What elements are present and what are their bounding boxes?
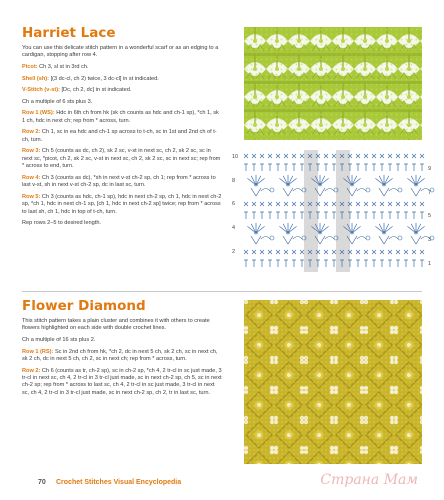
hdc-stitch-symbol (420, 212, 424, 219)
row-number-right: 9 (428, 166, 432, 172)
sc-stitch-symbol (276, 202, 280, 206)
sc-stitch-symbol (396, 250, 400, 254)
sc-stitch-symbol (388, 250, 392, 254)
harriet-lace-swatch-photo (244, 27, 422, 140)
harriet-row-4: Row 4: Ch 3 (counts as dc), *sh in next v-st ch-2 sp, ch 1; rep from * across to last v-st, sh in next v-st ch-2 sp, dc in last sc, turn. (22, 174, 216, 189)
sc-stitch-symbol (284, 154, 288, 158)
picot-symbol (270, 236, 274, 240)
hdc-stitch-symbol (356, 164, 360, 171)
shell-stitch-symbol (256, 176, 261, 185)
section-title-flower-diamond: Flower Diamond (22, 298, 146, 314)
picot-symbol (366, 188, 370, 192)
v-stitch-symbol (411, 188, 421, 196)
vstitch-definition: V-Stitch (v-st): [Dc, ch 2, dc] in st indicated. (22, 87, 132, 94)
flower-row-2: Row 2: Ch 6 (counts as tr, ch-2 sp), sc in ch-2 sp, *ch 4, 2 tr-cl in sc just made, 3 tr-cl in next sc, ch 4, 2 tr-cl in 3 tr-cl just made, sc in next ch-2 sp, ch 5, sc in next ch-2 sp; rep from * across to last sc, ch 4, 2 tr-cl in sc just made, 3 tr-cl in next sc, ch 4, 2 tr-cl in 3 tr-cl just made, sc in next ch-2 sp, ch 2, tr in last sc, turn. (22, 367, 222, 396)
shell-stitch-symbol (384, 224, 389, 233)
sc-stitch-symbol (300, 202, 304, 206)
sc-stitch-symbol (284, 250, 288, 254)
hdc-stitch-symbol (332, 164, 336, 171)
hdc-stitch-symbol (356, 260, 360, 267)
shell-stitch-symbol (416, 178, 425, 185)
shell-stitch-symbol (288, 224, 293, 233)
chain-space-symbol (389, 237, 398, 240)
sc-stitch-symbol (332, 250, 336, 254)
flower-row-1: Row 1 (RS): Sc in 2nd ch from hk, *ch 2, dc in next 5 ch, sk 2 ch, sc in next ch, sk 2 ch, dc in next 5 ch, ch 2, sc in next ch; rep from * across, turn. (22, 348, 218, 362)
row-numbers-right (428, 166, 431, 267)
hdc-stitch-symbol (284, 260, 288, 267)
harriet-intro: You can use this delicate stitch pattern in a wonderful scarf or as an edging to a cardigan, stopping after row 4. (22, 45, 219, 59)
hdc-stitch-symbol (356, 212, 360, 219)
hdc-stitch-symbol (396, 164, 400, 171)
row-numbers-left (232, 154, 238, 255)
shell-stitch-symbol (288, 178, 297, 185)
sc-stitch-symbol (284, 202, 288, 206)
hdc-stitch-symbol (380, 212, 384, 219)
harriet-row-3: Row 3: Ch 5 (counts as dc, ch 2), sk 2 sc, v-st in next sc, ch 2, sk 2 sc, sc in next sc, *picot, ch 2, sk 2 sc, v-st in next sc, ch 2, sk 2 sc, sc in next sc; rep from * across to end, turn. (22, 148, 221, 170)
sc-stitch-symbol (252, 250, 256, 254)
chain-space-symbol (357, 237, 366, 240)
flower-diamond-swatch-photo (244, 300, 422, 464)
sc-stitch-symbol (268, 154, 272, 158)
shell-stitch-symbol (320, 178, 329, 185)
sc-stitch-symbol (388, 154, 392, 158)
shell-stitch-symbol (256, 226, 265, 233)
shell-stitch-symbol (379, 224, 384, 233)
chain-space-symbol (261, 237, 270, 240)
sc-stitch-symbol (300, 154, 304, 158)
shell-stitch-symbol (279, 178, 288, 185)
hdc-stitch-symbol (252, 260, 256, 267)
shell-stitch-symbol (384, 176, 389, 185)
v-stitch-symbol (283, 188, 293, 196)
hdc-stitch-symbol (292, 260, 296, 267)
harriet-row-5: Row 5: Ch 3 (counts as hdc, ch-1 sp), hdc in next ch-2 sp, ch 1, hdc in next ch-2 sp, *ch 1, hdc in next ch-1 sp, [ch 1, hdc in next ch-2 sp] twice; rep from * across to last sh, ch 1, hdc in top of t-ch, turn. (22, 193, 222, 215)
sc-stitch-symbol (332, 202, 336, 206)
shell-stitch-symbol (247, 178, 256, 185)
shell-stitch-symbol (283, 176, 288, 185)
sc-stitch-symbol (332, 154, 336, 158)
hdc-stitch-symbol (412, 212, 416, 219)
hdc-stitch-symbol (412, 260, 416, 267)
v-stitch-symbol (411, 236, 421, 244)
shell-definition: Shell (sh): [(3 dc-cl, ch 2) twice, 3 dc-cl] in st indicated. (22, 75, 159, 82)
hdc-stitch-symbol (404, 260, 408, 267)
hdc-stitch-symbol (332, 212, 336, 219)
shell-stitch-symbol (407, 178, 416, 185)
shell-stitch-symbol (411, 176, 416, 185)
sc-stitch-symbol (380, 250, 384, 254)
hdc-stitch-symbol (372, 164, 376, 171)
hdc-stitch-symbol (284, 164, 288, 171)
hdc-stitch-symbol (332, 260, 336, 267)
shell-stitch-symbol (247, 226, 256, 233)
sc-stitch-symbol (372, 250, 376, 254)
sc-stitch-symbol (356, 202, 360, 206)
picot-symbol (398, 188, 402, 192)
sc-stitch-symbol (244, 250, 248, 254)
shell-stitch-symbol (416, 226, 425, 233)
sc-stitch-symbol (412, 250, 416, 254)
sc-stitch-symbol (364, 250, 368, 254)
hdc-stitch-symbol (324, 164, 328, 171)
sc-stitch-symbol (364, 154, 368, 158)
chain-space-symbol (357, 189, 366, 192)
hdc-stitch-symbol (364, 260, 368, 267)
row-number-left: 4 (232, 225, 236, 231)
hdc-stitch-symbol (404, 212, 408, 219)
picot-symbol (366, 236, 370, 240)
shell-stitch-symbol (352, 224, 357, 233)
hdc-stitch-symbol (292, 212, 296, 219)
v-stitch-symbol (379, 236, 389, 244)
hdc-stitch-symbol (324, 212, 328, 219)
sc-stitch-symbol (292, 202, 296, 206)
shell-stitch-symbol (320, 224, 325, 233)
row-number-left: 10 (232, 154, 239, 160)
watermark-logo: Страна Мам (320, 472, 418, 488)
hdc-stitch-symbol (300, 164, 304, 171)
v-stitch-symbol (251, 188, 261, 196)
chain-space-symbol (325, 237, 334, 240)
hdc-stitch-symbol (260, 164, 264, 171)
sc-stitch-symbol (372, 202, 376, 206)
shell-stitch-symbol (416, 224, 421, 233)
sc-stitch-symbol (380, 154, 384, 158)
v-stitch-symbol (283, 236, 293, 244)
hdc-stitch-symbol (276, 164, 280, 171)
shell-stitch-symbol (384, 178, 393, 185)
shell-stitch-symbol (251, 224, 256, 233)
shell-stitch-symbol (279, 226, 288, 233)
hdc-stitch-symbol (260, 260, 264, 267)
chain-space-symbol (293, 237, 302, 240)
hdc-stitch-symbol (292, 164, 296, 171)
v-stitch-symbol (379, 188, 389, 196)
sc-stitch-symbol (412, 202, 416, 206)
shell-stitch-symbol (375, 226, 384, 233)
hdc-stitch-symbol (404, 164, 408, 171)
picot-definition: Picot: Ch 3, sl st in 3rd ch. (22, 64, 89, 70)
shell-stitch-symbol (256, 178, 265, 185)
hdc-stitch-symbol (412, 164, 416, 171)
hdc-stitch-symbol (420, 164, 424, 171)
hdc-stitch-symbol (388, 212, 392, 219)
shell-stitch-symbol (256, 224, 261, 233)
flower-diamond-section (22, 298, 222, 401)
hdc-stitch-symbol (300, 260, 304, 267)
sc-stitch-symbol (292, 154, 296, 158)
sc-stitch-symbol (356, 154, 360, 158)
row-number-left: 8 (232, 178, 236, 184)
shell-stitch-symbol (407, 226, 416, 233)
hdc-stitch-symbol (252, 164, 256, 171)
shell-stitch-symbol (283, 224, 288, 233)
sc-stitch-symbol (356, 250, 360, 254)
hdc-stitch-symbol (372, 212, 376, 219)
hdc-stitch-symbol (364, 212, 368, 219)
hdc-stitch-symbol (396, 212, 400, 219)
sc-stitch-symbol (260, 154, 264, 158)
sc-stitch-symbol (260, 202, 264, 206)
shell-stitch-symbol (352, 178, 361, 185)
page-number: 70 (38, 479, 46, 486)
section-divider (22, 291, 422, 292)
hdc-stitch-symbol (284, 212, 288, 219)
chain-space-symbol (389, 189, 398, 192)
hdc-stitch-symbol (300, 212, 304, 219)
hdc-stitch-symbol (380, 260, 384, 267)
sc-stitch-symbol (372, 154, 376, 158)
row-number-right: 3 (428, 237, 432, 243)
sc-stitch-symbol (276, 250, 280, 254)
shell-stitch-symbol (251, 176, 256, 185)
sc-stitch-symbol (404, 154, 408, 158)
sc-stitch-symbol (364, 202, 368, 206)
hdc-stitch-symbol (380, 164, 384, 171)
harriet-row-2: Row 2: Ch 1, sc in ea hdc and ch-1 sp across to t-ch, sc in 1st and 2nd ch of t-ch, turn. (22, 129, 217, 143)
sc-stitch-symbol (292, 250, 296, 254)
hdc-stitch-symbol (252, 212, 256, 219)
sc-stitch-symbol (324, 154, 328, 158)
sc-stitch-symbol (396, 154, 400, 158)
sc-stitch-symbol (324, 250, 328, 254)
hdc-stitch-symbol (420, 260, 424, 267)
harriet-repeat: Rep rows 2–5 to desired length. (22, 220, 101, 227)
harriet-lace-stitch-diagram (228, 150, 440, 272)
shell-stitch-symbol (288, 176, 293, 185)
hdc-stitch-symbol (260, 212, 264, 219)
shell-stitch-symbol (320, 226, 329, 233)
sc-stitch-symbol (244, 202, 248, 206)
hdc-stitch-symbol (268, 164, 272, 171)
hdc-stitch-symbol (244, 212, 248, 219)
row-number-right: 7 (428, 190, 432, 196)
picot-symbol (398, 236, 402, 240)
stitch-diagram-svg (228, 150, 440, 272)
sc-stitch-symbol (268, 202, 272, 206)
sc-stitch-symbol (252, 154, 256, 158)
sc-stitch-symbol (252, 202, 256, 206)
hdc-stitch-symbol (268, 260, 272, 267)
shell-stitch-symbol (384, 226, 393, 233)
flower-multiple: Ch a multiple of 16 sts plus 2. (22, 337, 96, 343)
sc-stitch-symbol (244, 154, 248, 158)
chain-space-symbol (293, 189, 302, 192)
shell-stitch-symbol (352, 176, 357, 185)
sc-stitch-symbol (324, 202, 328, 206)
sc-stitch-symbol (412, 154, 416, 158)
sc-stitch-symbol (276, 154, 280, 158)
shell-stitch-symbol (379, 176, 384, 185)
hdc-stitch-symbol (388, 260, 392, 267)
hdc-stitch-symbol (244, 164, 248, 171)
hdc-stitch-symbol (276, 212, 280, 219)
harriet-row-1: Row 1 (WS): Hdc in 6th ch from hk (sk ch counts as hdc and ch-1 sp), *ch 1, sk 1 ch, hdc in next ch; rep from * across, turn. (22, 110, 219, 124)
shell-stitch-symbol (416, 176, 421, 185)
chain-space-symbol (325, 189, 334, 192)
sc-stitch-symbol (404, 250, 408, 254)
row-number-left: 2 (232, 249, 236, 255)
row-number-left: 6 (232, 201, 236, 207)
hdc-stitch-symbol (244, 260, 248, 267)
book-title: Crochet Stitches Visual Encyclopedia (56, 479, 182, 486)
flower-intro: This stitch pattern takes a plain cluster and combines it with others to create flowers highlighted on each side with double crochet lines. (22, 318, 210, 332)
sc-stitch-symbol (380, 202, 384, 206)
v-stitch-symbol (251, 236, 261, 244)
hdc-stitch-symbol (388, 164, 392, 171)
shell-stitch-symbol (411, 224, 416, 233)
shell-stitch-symbol (375, 178, 384, 185)
shell-stitch-symbol (288, 226, 297, 233)
chain-space-symbol (261, 189, 270, 192)
row-number-right: 5 (428, 213, 432, 219)
hdc-stitch-symbol (324, 260, 328, 267)
harriet-multiple: Ch a multiple of 6 sts plus 3. (22, 98, 93, 105)
shell-stitch-symbol (352, 226, 361, 233)
page-footer (22, 472, 422, 492)
picot-symbol (270, 188, 274, 192)
section-title-harriet-lace: Harriet Lace (22, 25, 116, 41)
hdc-stitch-symbol (276, 260, 280, 267)
shell-stitch-symbol (320, 176, 325, 185)
sc-stitch-symbol (420, 202, 424, 206)
harriet-lace-section (22, 25, 222, 232)
sc-stitch-symbol (388, 202, 392, 206)
sc-stitch-symbol (420, 250, 424, 254)
sc-stitch-symbol (260, 250, 264, 254)
hdc-stitch-symbol (364, 164, 368, 171)
hdc-stitch-symbol (268, 212, 272, 219)
hdc-stitch-symbol (396, 260, 400, 267)
sc-stitch-symbol (300, 250, 304, 254)
sc-stitch-symbol (396, 202, 400, 206)
hdc-stitch-symbol (372, 260, 376, 267)
sc-stitch-symbol (404, 202, 408, 206)
row-number-right: 1 (428, 261, 432, 267)
sc-stitch-symbol (420, 154, 424, 158)
sc-stitch-symbol (268, 250, 272, 254)
